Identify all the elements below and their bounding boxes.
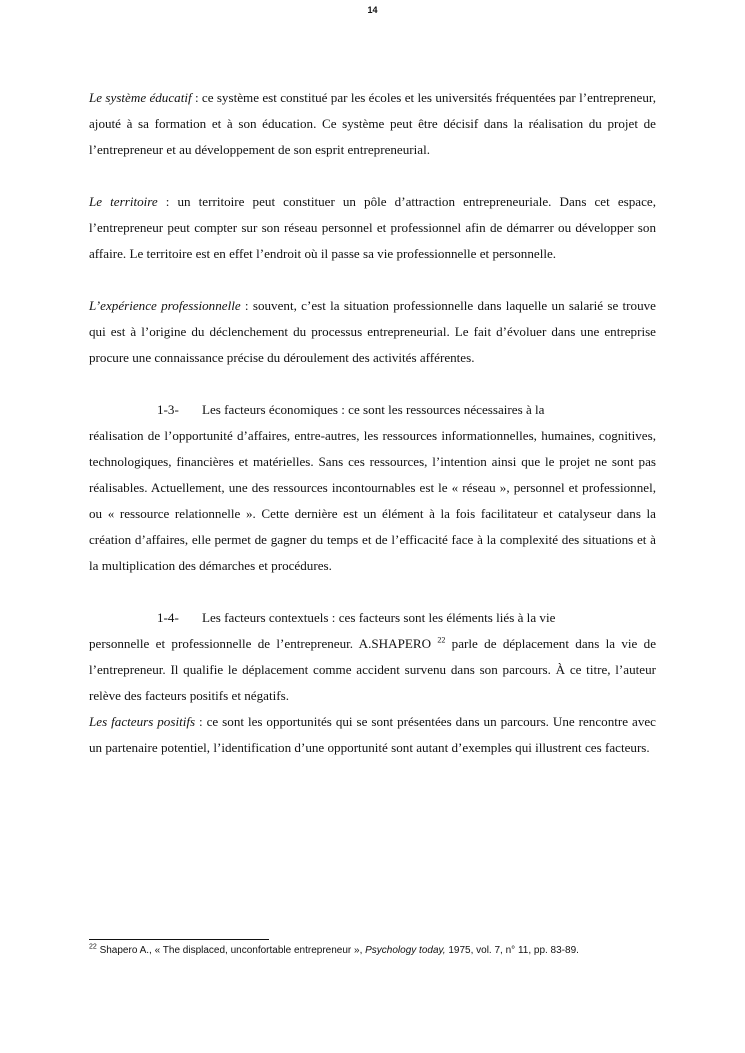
section-number: 1-4-: [157, 610, 179, 625]
paragraph-text: réalisation de l’opportunité d’affaires, entre-autres, les ressources informationnelles, humaines, cognitives, technologiques, financières et matérielles. Sans ces ressources, l’intention ainsi que le projet ne sont pas réalisables. Actuellement, une des ressources incontournables est le « réseau », personnel et professionnel, ou « ressource relationnelle ». Cette dernière est un élément à la fois facilitateur et catalyseur dans la création d’affaires, elle permet de gagner du temps et de l’efficacité face à la complexité des situations et à la multiplication des démarches et procédures.: [89, 428, 656, 573]
footnote-journal: Psychology today,: [365, 945, 446, 956]
paragraph-lead: L’expérience professionnelle: [89, 298, 241, 313]
paragraph-territoire: [89, 189, 656, 267]
section-heading: [89, 397, 656, 423]
paragraph-lead: Le territoire: [89, 194, 158, 209]
paragraph-text: : un territoire peut constituer un pôle d’attraction entrepreneuriale. Dans cet espace, l’entrepreneur peut compter sur son réseau personnel et professionnel afin de démarrer ou développer son affaire. Le territoire est en effet l’endroit où il passe sa vie professionnelle et personnelle.: [89, 194, 657, 261]
paragraph-facteurs-positifs: [89, 709, 656, 761]
paragraph-text: personnelle et professionnelle de l’entrepreneur. A.SHAPERO: [89, 636, 438, 651]
page-number: 14: [367, 5, 378, 15]
paragraph-lead: Le système éducatif: [89, 90, 192, 105]
footnote-number: 22: [89, 943, 97, 951]
paragraph-experience: [89, 293, 656, 371]
footnote: [89, 944, 689, 957]
section-facteurs-economiques: [89, 397, 656, 579]
footnote-text: Shapero A., « The displaced, unconfortable entrepreneur »,: [96, 945, 366, 956]
paragraph-text: : souvent, c’est la situation professionnelle dans laquelle un salarié se trouve qui est à l’origine du déclenchement du processus entrepreneurial. Le fait d’évoluer dans une entreprise procure une connaissance précise du déroulement des activités afférentes.: [89, 298, 656, 365]
footnote-reference: 22: [437, 635, 446, 645]
footnote-separator: [89, 939, 269, 940]
section-heading-text: Les facteurs économiques : ce sont les ressources nécessaires à la: [202, 402, 545, 417]
paragraph-text: : ce sont les opportunités qui se sont présentées dans un parcours. Une rencontre avec un partenaire potentiel, l’identification d’une opportunité sont autant d’exemples qui illustrent ces facteurs.: [89, 714, 656, 755]
paragraph-lead: Les facteurs positifs: [89, 714, 196, 729]
paragraph-systeme-educatif: [89, 85, 656, 163]
paragraph-text-continued: parle de déplacement dans la vie de l’entrepreneur. Il qualifie le déplacement comme accident survenu dans son parcours. À ce titre, l’auteur relève des facteurs positifs et négatifs.: [89, 636, 657, 703]
footnote-text-continued: 1975, vol. 7, n° 11, pp. 83-89.: [445, 945, 579, 956]
section-number: 1-3-: [157, 402, 179, 417]
section-heading: [89, 605, 656, 631]
paragraph-text: : ce système est constitué par les écoles et les universités fréquentées par l’entrepreneur, ajouté à sa formation et à son éducation. Ce système peut être décisif dans la réalisation du projet de l’entrepreneur et au développement de son esprit entrepreneurial.: [89, 90, 656, 157]
section-heading-text: Les facteurs contextuels : ces facteurs sont les éléments liés à la vie: [202, 610, 556, 625]
section-facteurs-contextuels: [89, 605, 656, 709]
page-body: [89, 85, 656, 761]
